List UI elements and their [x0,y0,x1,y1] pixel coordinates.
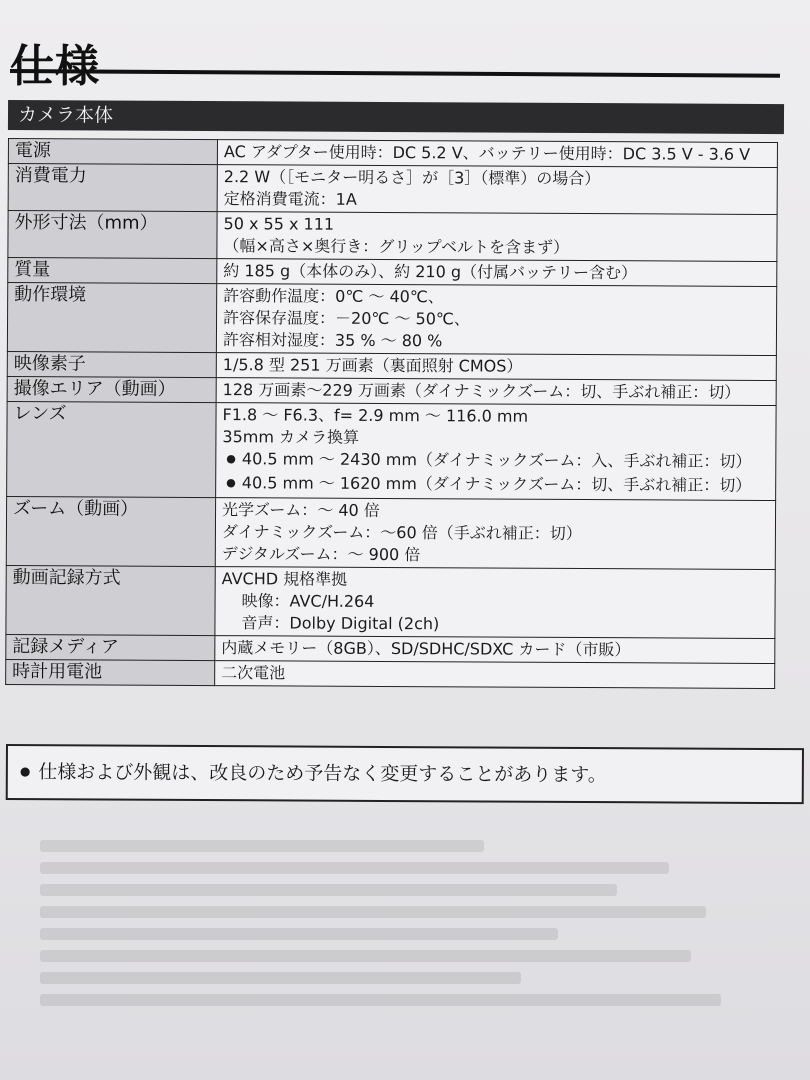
spec-value [216,353,776,381]
spec-value [217,259,777,287]
spec-value [217,212,777,262]
spec-value-line: 内蔵メモリー（8GB）、SD/SDHC/SDXC カード（市販） [221,638,631,660]
spec-label: 電源 [8,139,217,165]
spec-value [215,661,775,689]
spec-value-line: ダイナミックズーム：～60 倍（手ぶれ補正：切） [221,522,582,544]
reverse-side-bleed-through [40,830,780,1070]
spec-row [8,164,777,215]
spec-label: 動画記録方式 [6,565,215,635]
page-title: 仕様 [10,41,100,92]
spec-table [5,138,778,689]
spec-value-line: 128 万画素～229 万画素（ダイナミックズーム：切、手ぶれ補正：切） [222,380,741,402]
spec-label: ズーム（動画） [6,496,215,566]
spec-value [215,498,775,570]
spec-value-line: 許容相対湿度：35 % ～ 80 % [222,330,443,351]
note-box [6,744,804,804]
spec-value-line: 許容動作温度：0℃ ～ 40℃、 [223,286,444,307]
spec-label: 時計用電池 [6,659,215,685]
spec-value-line: 50 x 55 x 111 [223,214,335,234]
spec-value-line: （幅×高さ×奥行き：グリップベルトを含まず） [223,236,570,257]
spec-row [8,211,777,262]
spec-sub-line: 映像：AVC/H.264 [241,591,375,611]
spec-bullet-line: ● 40.5 mm ～ 1620 mm（ダイナミックズーム：切、手ぶれ補正：切） [222,472,769,499]
spec-row [7,401,776,500]
spec-value-line: 許容保存温度：－20℃ ～ 50℃、 [223,308,470,329]
spec-value-line: デジタルズーム：～ 900 倍 [221,544,421,565]
spec-label: 映像素子 [7,351,216,377]
spec-value-line: 定格消費電流：1A [223,189,357,209]
spec-label: 撮像エリア（動画） [7,376,216,402]
spec-value-line: 光学ズーム：～ 40 倍 [222,500,380,520]
spec-value-line: 35mm カメラ換算 [222,427,360,447]
spec-value-line: 1/5.8 型 251 万画素（裏面照射 CMOS） [222,355,523,376]
spec-value-line: AC アダプター使用時：DC 5.2 V、バッテリー使用時：DC 3.5 V - 3.6 V [223,142,751,164]
spec-row [6,565,775,638]
spec-row [6,496,775,569]
note-text: 仕様および外観は、改良のため予告なく変更することがあります。 [38,761,607,787]
spec-label: 記録メディア [6,634,215,660]
spec-value [217,165,777,215]
section-header: カメラ本体 [8,100,784,134]
spec-value [215,567,775,639]
spec-value [215,636,775,664]
spec-label: 消費電力 [8,164,217,212]
spec-value-line: AVCHD 規格準拠 [221,569,348,589]
spec-sub-line: 音声：Dolby Digital (2ch) [241,613,440,634]
spec-value-line: F1.8 ～ F6.3、f= 2.9 mm ～ 116.0 mm [222,405,529,426]
spec-value [216,403,776,501]
spec-value [216,284,776,356]
spec-label: 外形寸法（mm） [8,211,217,259]
spec-value-line: 2.2 W（［モニター明るさ］が［3］（標準）の場合） [223,167,601,189]
spec-row [7,283,776,356]
spec-value-line: 二次電池 [221,663,286,683]
title-underline [10,69,780,78]
spec-label: 動作環境 [7,283,216,353]
spec-label: 質量 [8,258,217,284]
spec-label: レンズ [7,401,216,497]
spec-row [6,659,775,688]
bullet-icon: ● [19,764,31,779]
spec-value [216,378,776,406]
spec-value-line: 約 185 g（本体のみ）、約 210 g（付属バッテリー含む） [223,261,638,283]
spec-value [217,140,777,168]
spec-bullet-line: ● 40.5 mm ～ 2430 mm（ダイナミックズーム：入、手ぶれ補正：切） [222,448,769,475]
